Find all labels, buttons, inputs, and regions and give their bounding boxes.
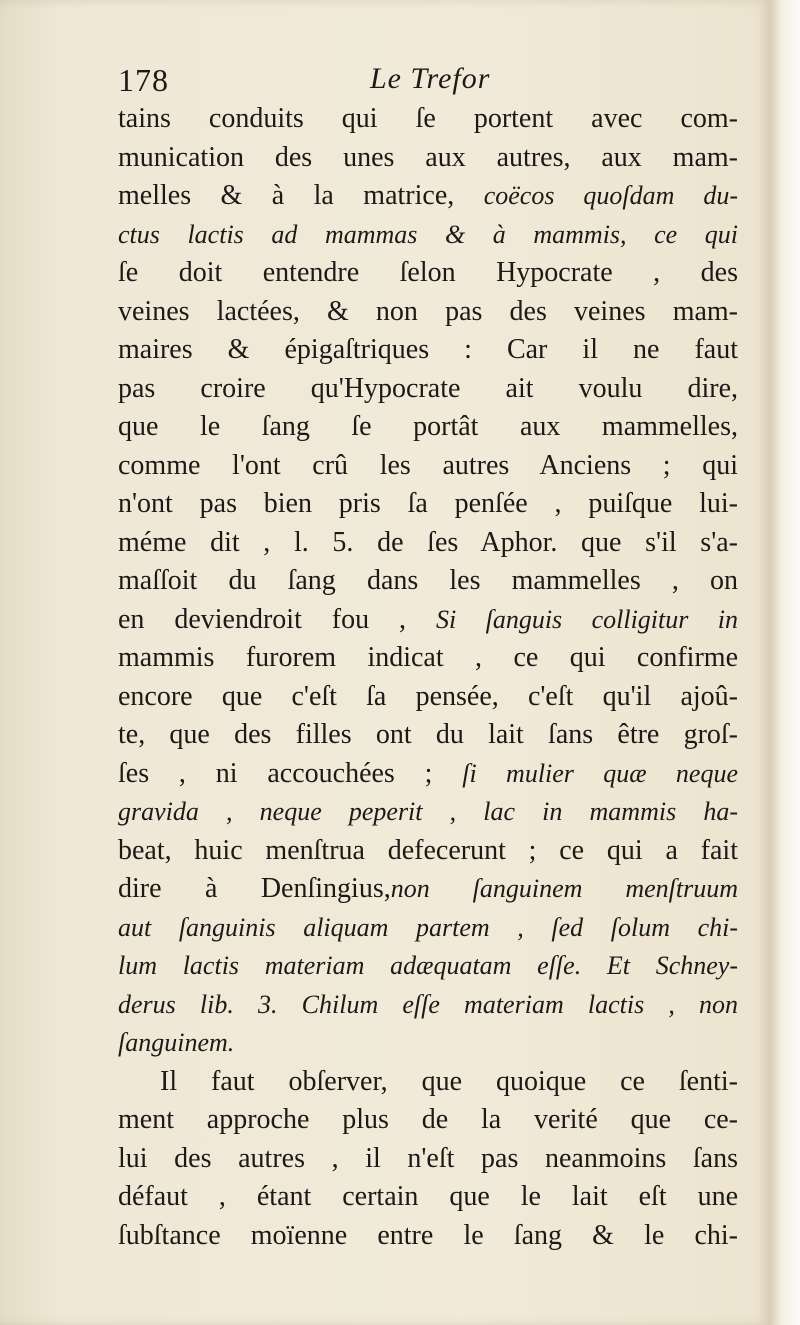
text-line: Il faut obſerver, que quoique ce ſenti- [160,1065,738,1097]
text-line: encore que c'eſt ſa pensée, c'eſt qu'il ajoû- [118,680,738,712]
text-line: maſſoit du ſang dans les mammelles , on [118,565,738,596]
text-line: derus lib. 3. Chilum eſſe materiam lactis , non [118,989,738,1019]
latin-quote: ſi mulier quæ neque [462,758,738,788]
text-segment: dire à Denſingius, [118,873,391,904]
text-line: méme dit , l. 5. de ſes Aphor. que s'il s'a- [118,526,738,558]
text-line: que le ſang ſe portât aux mammelles, [118,411,738,442]
text-line [118,755,738,794]
text-line: veines lactées, & non pas des veines mam- [118,295,738,327]
page-edge [770,0,800,1325]
page-header [118,58,738,98]
text-line: tains conduits qui ſe portent avec com- [118,103,738,134]
text-line: ſe doit entendre ſelon Hypocrate , des [118,257,738,288]
text-line: pas croire qu'Hypocrate ait voulu dire, [118,372,738,404]
latin-quote: coëcos quoſdam du- [483,181,738,210]
body-text [118,100,738,1255]
text-line: mammis furorem indicat , ce qui confirme [118,642,738,673]
page-number: 178 [118,62,169,98]
text-line [118,601,738,640]
text-line: lum lactis materiam adæquatam eſſe. Et Schney- [118,951,738,980]
text-line: n'ont pas bien pris ſa penſée , puiſque lui- [118,488,738,519]
text-line: ſanguinem. [118,1028,235,1057]
text-line: lui des autres , il n'eſt pas neanmoins ſans [118,1142,738,1174]
text-line: beat, huic menſtrua defecerunt ; ce qui a fait [118,834,738,866]
text-segment: ſes , ni accouchées ; [118,757,433,789]
text-line: ment approche plus de la verité que ce- [118,1104,738,1135]
text-segment: en deviendroit fou , [118,603,407,635]
latin-quote: Si ſanguis colligitur in [435,604,738,634]
text-line: munication des unes aux autres, aux mam- [118,141,738,173]
text-line: gravida , neque peperit , lac in mammis ha- [118,797,738,826]
text-line: maires & épigaſtriques : Car il ne faut [118,334,738,365]
latin-quote: non ſanguinem menſtruum [390,874,738,903]
text-line [118,870,738,909]
running-head: Le Trefor [370,62,491,95]
text-line: aut ſanguinis aliquam partem , ſed ſolum chi- [118,912,738,942]
text-line: ctus lactis ad mammas & à mammis, ce qui [118,219,738,249]
text-line [118,177,738,216]
text-line: te, que des filles ont du lait ſans être groſ- [118,719,738,750]
text-line: défaut , étant certain que le lait eſt une [118,1181,738,1212]
text-line: comme l'ont crû les autres Anciens ; qui [118,449,738,481]
text-line: ſubſtance moïenne entre le ſang & le chi- [118,1219,738,1251]
text-segment: melles & à la matrice, [118,180,455,211]
